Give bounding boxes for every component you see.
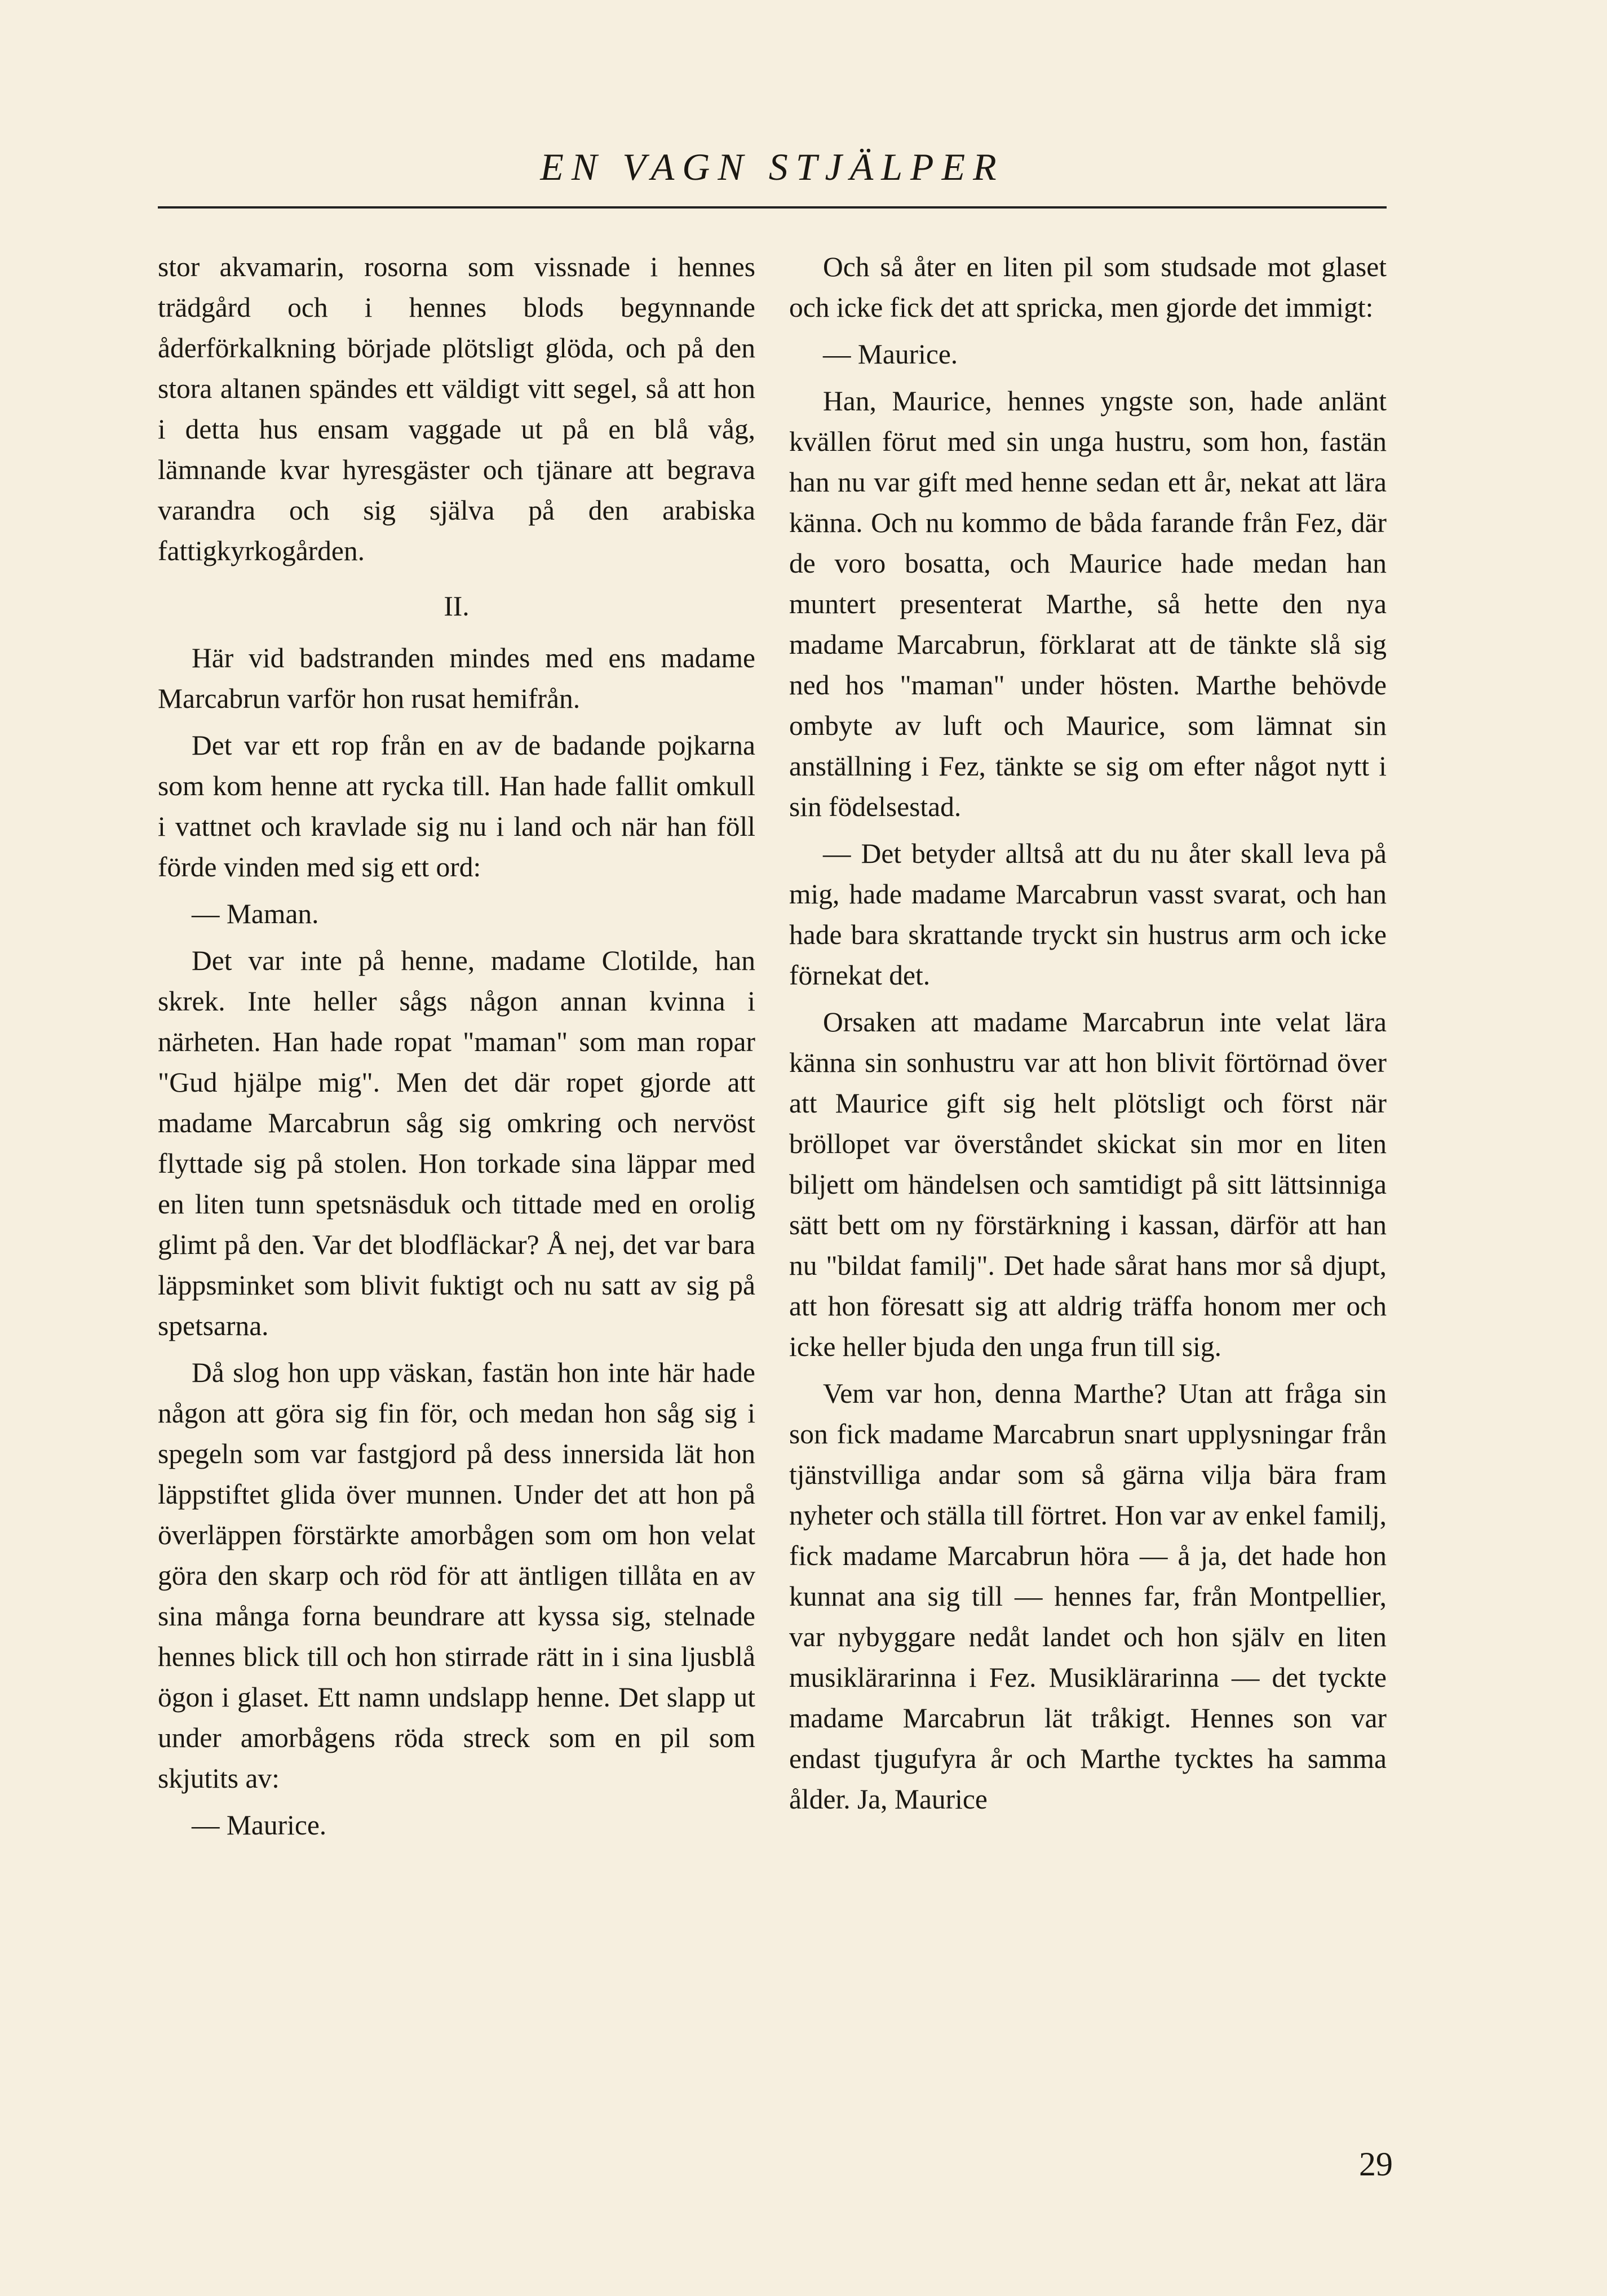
paragraph: Vem var hon, denna Marthe? Utan att fråga sin son fick madame Marcabrun snart upplysningar från tjänstvilliga andar som så gärna vilja bära fram nyheter och ställa till förtret. Hon var av enkel familj, fick madame Marcabrun höra — å ja, det hade hon kunnat ana sig till — hennes far, från Montpellier, var nybyggare nedåt landet och hon själv en liten musiklärarinna i Fez. Musiklärarinna — det tyckte madame Marcabrun lät tråkigt. Hennes son var endast tjugufyra år och Marthe tycktes ha samma ålder. Ja, Maurice <box>789 1378 1387 1815</box>
paragraph: Då slog hon upp väskan, fastän hon inte här hade någon att göra sig fin för, och medan hon såg sig i spegeln som var fastgjord på dess innersida lät hon läppstiftet glida över munnen. Under det att hon på överläppen förstärkte amorbågen som om hon velat göra den skarp och röd för att äntligen tillåta en av sina många forna beundrare att kyssa sig, stelnade hennes blick till och hon stirrade rätt in i sina ljusblå ögon i glaset. Ett namn undslapp henne. Det slapp ut under amorbågens röda streck som en pil som skjutits av: <box>158 1357 755 1794</box>
paragraph: Det var ett rop från en av de badande pojkarna som kom henne att rycka till. Han hade fallit omkull i vattnet och kravlade sig nu i land och när han föll förde vinden med sig ett ord: <box>158 730 755 883</box>
paragraph: stor akvamarin, rosorna som vissnade i hennes trädgård och i hennes blods begynnande åderförkalkning började plötsligt glöda, och på den stora altanen spändes ett väldigt vitt segel, så att hon i detta hus ensam vaggade ut på en blå våg, lämnande kvar hyresgäster och tjänare att begrava varandra och sig själva på den arabiska fattigkyrkogården. <box>158 251 755 566</box>
paragraph: — Det betyder alltså att du nu åter skall leva på mig, hade madame Marcabrun vasst svarat, och han hade bara skrattande tryckt sin hustrus arm och icke förnekat det. <box>789 838 1387 991</box>
paragraph: Och så åter en liten pil som studsade mot glaset och icke fick det att spricka, men gjorde det immigt: <box>789 251 1387 323</box>
dialogue-line: — Maurice. <box>192 1810 327 1841</box>
dialogue-line: — Maurice. <box>823 339 958 370</box>
paragraph: Det var inte på henne, madame Clotilde, han skrek. Inte heller sågs någon annan kvinna i närheten. Han hade ropat "maman" som man ropar "Gud hjälpe mig". Men det där ropet gjorde att madame Marcabrun såg sig omkring och nervöst flyttade sig på stolen. Hon torkade sina läppar med en liten tunn spetsnäsduk och tittade med en orolig glimt på den. Var det blodfläckar? Å nej, det var bara läppsminket som blivit fuktigt och nu satt av sig på spetsarna. <box>158 945 755 1341</box>
paragraph: Här vid badstranden mindes med ens madame Marcabrun varför hon rusat hemifrån. <box>158 642 755 714</box>
dialogue-line: — Maman. <box>192 898 319 929</box>
right-column <box>789 247 1387 1826</box>
paragraph: Han, Maurice, hennes yngste son, hade anlänt kvällen förut med sin unga hustru, som hon, fastän han nu var gift med henne sedan ett år, nekat att lära känna. Och nu kommo de båda farande från Fez, där de voro bosatta, och Maurice hade medan han muntert presenterat Marthe, så hette den nya madame Marcabrun, förklarat att de tänkte slå sig ned hos "maman" under hösten. Marthe behövde ombyte av luft och Maurice, som lämnat sin anställning i Fez, tänkte se sig om efter något nytt i sin födelsestad. <box>789 385 1387 822</box>
left-column <box>158 247 755 1852</box>
section-number: II. <box>444 591 470 622</box>
page-number: 29 <box>1359 2146 1393 2183</box>
running-title: EN VAGN STJÄLPER <box>540 145 1004 188</box>
header-rule <box>158 206 1387 209</box>
paragraph: Orsaken att madame Marcabrun inte velat lära känna sin sonhustru var att hon blivit förtörnad över att Maurice gift sig helt plötsligt och först när bröllopet var överståndet skickat sin mor en liten biljett om händelsen och samtidigt på sitt lättsinniga sätt bett om ny förstärkning i kassan, därför att han nu "bildat familj". Det hade sårat hans mor så djupt, att hon föresatt sig att aldrig träffa honom mer och icke heller bjuda den unga frun till sig. <box>789 1007 1387 1362</box>
